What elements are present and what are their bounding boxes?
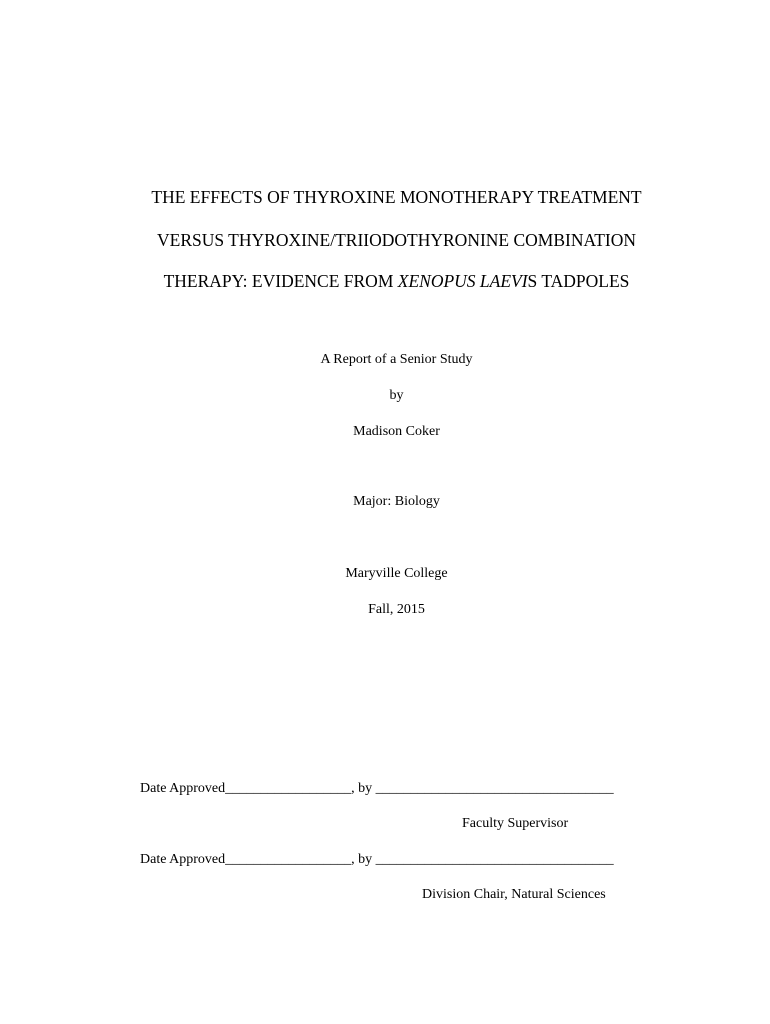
report-type: A Report of a Senior Study	[320, 352, 473, 367]
approval-line-faculty: Date Approved__________________, by __________________________________	[140, 781, 614, 796]
species-name-italic: XENOPUS LAEVI	[397, 271, 528, 291]
college-name: Maryville College	[345, 566, 448, 581]
title-line-2: VERSUS THYROXINE/TRIIODOTHYRONINE COMBINATION	[157, 230, 636, 250]
division-chair-label: Division Chair, Natural Sciences	[422, 887, 606, 902]
title-line-3-prefix: THERAPY: EVIDENCE FROM	[163, 271, 398, 291]
author-name: Madison Coker	[353, 424, 440, 439]
title-line-1: THE EFFECTS OF THYROXINE MONOTHERAPY TREATMENT	[151, 187, 642, 207]
title-line-3-suffix: S TADPOLES	[527, 271, 630, 291]
title-line-3	[0, 270, 770, 292]
approval-line-division-chair: Date Approved__________________, by __________________________________	[140, 852, 614, 867]
faculty-supervisor-label: Faculty Supervisor	[462, 816, 569, 831]
major: Major: Biology	[353, 494, 440, 509]
term-date: Fall, 2015	[368, 602, 425, 617]
by-label: by	[389, 388, 404, 403]
